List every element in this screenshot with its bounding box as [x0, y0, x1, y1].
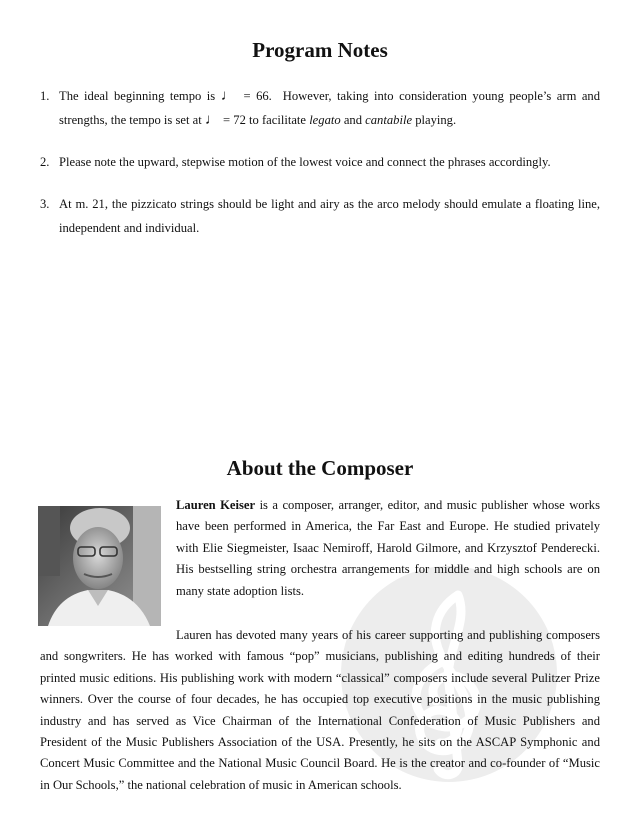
- note-item-3: 3. At m. 21, the pizzicato strings should be light and airy as the arco melody should emulate a floating line, independent and individual.: [40, 192, 600, 240]
- note-item-2: 2. Please note the upward, stepwise motion of the lowest voice and connect the phrases accordingly.: [40, 150, 600, 174]
- composer-name: Lauren Keiser: [176, 498, 256, 512]
- composer-biography: [40, 495, 600, 796]
- bio-paragraph-2: Lauren has devoted many years of his career supporting and publishing composers and songwriters. He has worked with famous “pop” musicians, publishing and editing hundreds of their printed music editions. His publishing work with modern “classical” composers include several Pulitzer Prize winners. Over the course of four decades, he has occupied top executive positions in the music publishing industry and has served as Vice Chairman of the International Confederation of Music Publishers and President of the Music Publishers Association of the USA. Presently, he sits on the ASCAP Symphonic and Concert Music Committee and the National Music Council Board. He is the creator and co-founder of “Music in Our Schools,” the national celebration of music in American schools.: [40, 628, 600, 792]
- note-item-1: 1. The ideal beginning tempo is ♩ = 66. However, taking into consideration young people’s arm and strengths, the tempo is set at ♩ = 72 to facilitate legato and cantabile playing.: [40, 84, 600, 132]
- note-number: 1.: [40, 89, 50, 103]
- bio-paragraph-1: Lauren Keiser is a composer, arranger, editor, and music publisher whose works have been performed in America, the Far East and Europe. He studied privately with Elie Siegmeister, Isaac Nemiroff, Harold Gilmore, and Krzysztof Penderecki. His bestselling string orchestra arrangements for middle and high schools are on many state adoption lists.: [176, 498, 600, 598]
- program-notes-list: [40, 84, 600, 258]
- program-notes-title: Program Notes: [252, 38, 388, 62]
- note-number: 3.: [40, 197, 50, 211]
- about-composer-title: About the Composer: [226, 456, 414, 480]
- quarter-note-icon: ♩: [204, 112, 220, 128]
- note-number: 2.: [40, 155, 50, 169]
- quarter-note-icon: ♩: [220, 88, 239, 104]
